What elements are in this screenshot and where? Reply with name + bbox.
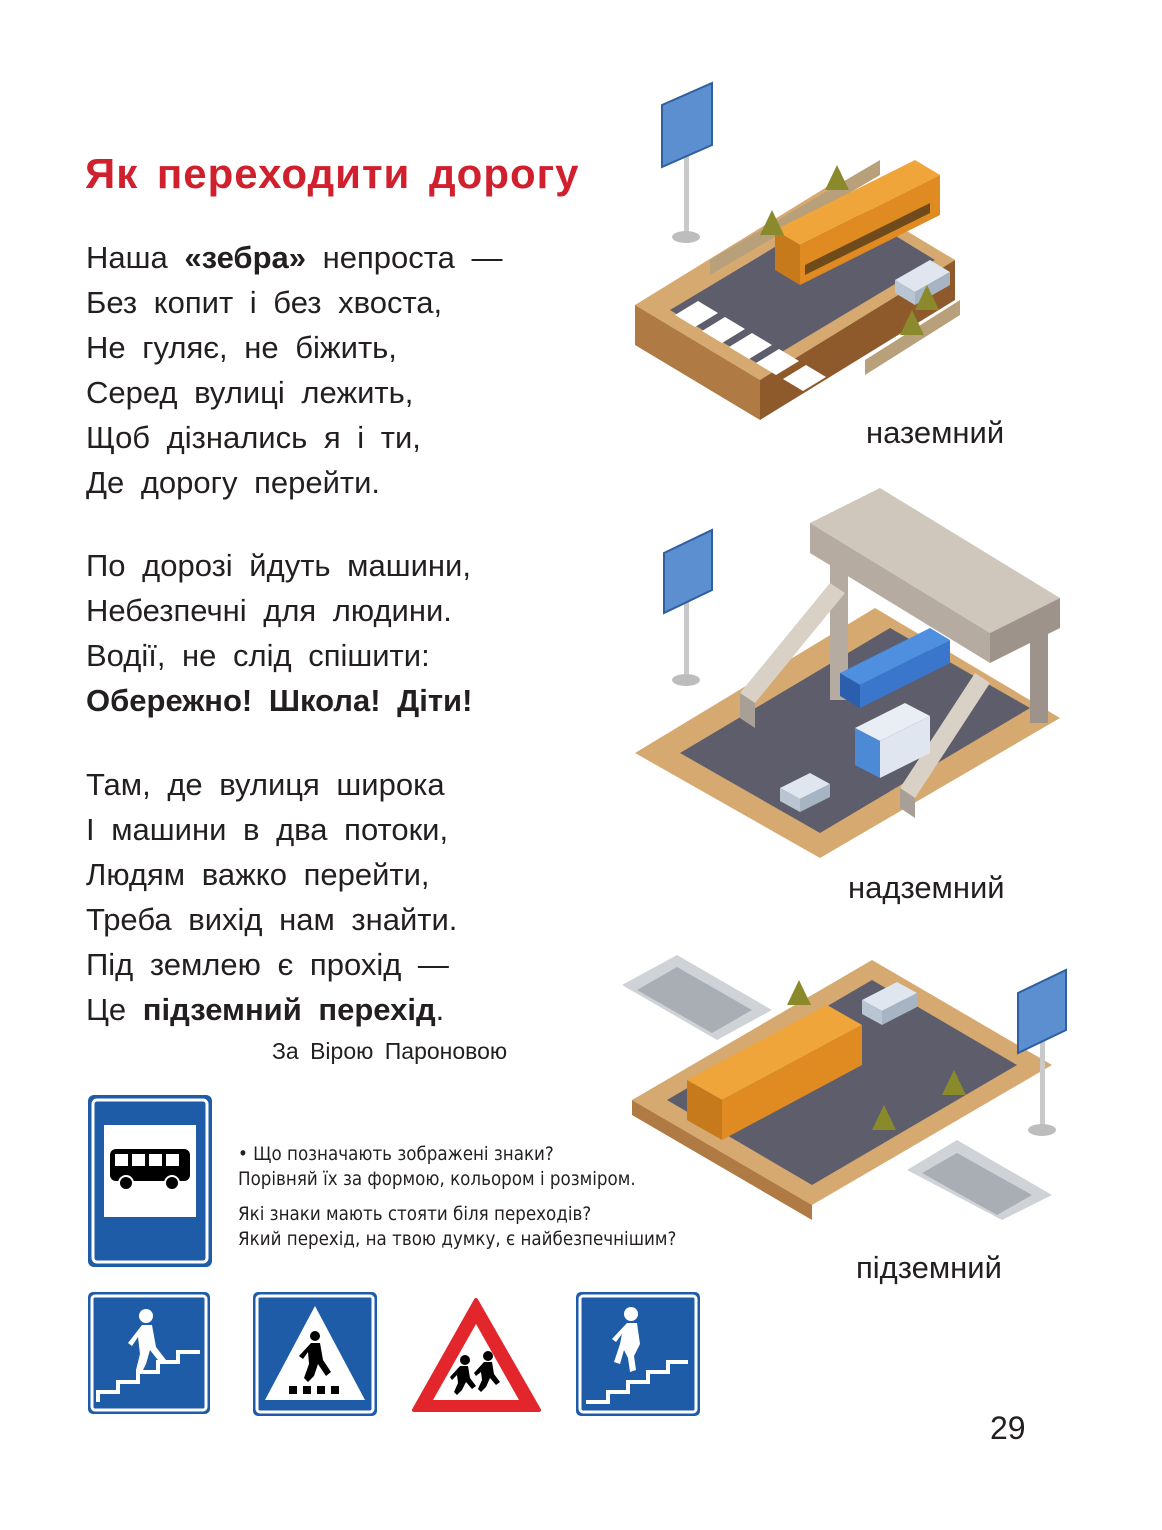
ground-crossing-illustration [630,75,960,425]
bus-stop-sign-icon [88,1095,212,1267]
poem-line [86,370,502,415]
poem-line-text: І машини в два потоки, [86,812,449,847]
poem-line-text: Це [86,992,143,1027]
poem-line-text: Без копит і без хвоста, [86,285,443,320]
question-1-line-1: • Що позначають зображені знаки? [238,1143,554,1165]
poem-line-text: Людям важко перейти, [86,857,430,892]
poem-line [86,633,472,678]
poem-line-text: Наша [86,240,185,275]
poem-line-text: По дорозі йдуть машини, [86,548,471,583]
poem-line [86,325,502,370]
poem-line-text: Небезпечні для людини. [86,593,452,628]
poem-line-text: непроста — [306,240,503,275]
poem-line-text: Не гуляє, не біжить, [86,330,397,365]
poem-line-text: Під землею є прохід — [86,947,449,982]
poem-line [86,415,502,460]
poem-line [86,852,457,897]
poem-line [86,588,472,633]
poem-line [86,280,502,325]
poem-line [86,762,457,807]
poem-line-emphasis: Обережно! Школа! Діти! [86,683,473,718]
poem-line-text: Там, де вулиця широка [86,767,445,802]
overhead-crossing-sign-icon [88,1292,210,1414]
poem-line [86,897,457,942]
poem-stanza-1 [86,235,502,505]
poem-line [86,942,457,987]
page-title: Як переходити дорогу [85,150,580,197]
poem-stanza-3 [86,762,457,1032]
poem-line [86,460,502,505]
poem-line [86,807,457,852]
caption-overhead-crossing: надземний [848,870,1005,905]
sign-post-icon [662,83,712,243]
poem-line [86,987,457,1032]
poem-line-emphasis: підземний перехід [142,992,436,1027]
poem-author: За Вірою Пароновою [272,1038,508,1064]
question-2-line-1: Які знаки мають стояти біля переходів? [238,1203,592,1225]
poem-line-text: Де дорогу перейти. [86,465,381,500]
caption-ground-crossing: наземний [866,415,1005,450]
question-1-line-2: Порівняй їх за формою, кольором і розміром. [238,1168,636,1190]
poem-line-emphasis: «зебра» [184,240,306,275]
poem-line [86,543,472,588]
question-2-line-2: Який перехід, на твою думку, є найбезпечнішим? [238,1228,677,1250]
caption-underground-crossing: підземний [856,1250,1002,1285]
overhead-crossing-illustration [630,488,1070,858]
poem-line [86,235,502,280]
poem-line [86,678,472,723]
poem-line-text: Серед вулиці лежить, [86,375,414,410]
underground-crossing-illustration [622,945,1067,1220]
sign-post-icon [664,530,712,686]
poem-line-text: Треба вихід нам знайти. [86,902,458,937]
children-warning-sign-icon [410,1296,543,1416]
underground-crossing-sign-icon [576,1292,700,1416]
poem-line-text: Водії, не слід спішити: [86,638,430,673]
poem-stanza-2 [86,543,472,723]
questions-block [238,1142,676,1262]
pedestrian-crossing-sign-icon [253,1292,377,1416]
page-number: 29 [990,1410,1026,1446]
poem-line-text: . [435,992,445,1027]
poem-line-text: Щоб дізнались я і ти, [86,420,421,455]
